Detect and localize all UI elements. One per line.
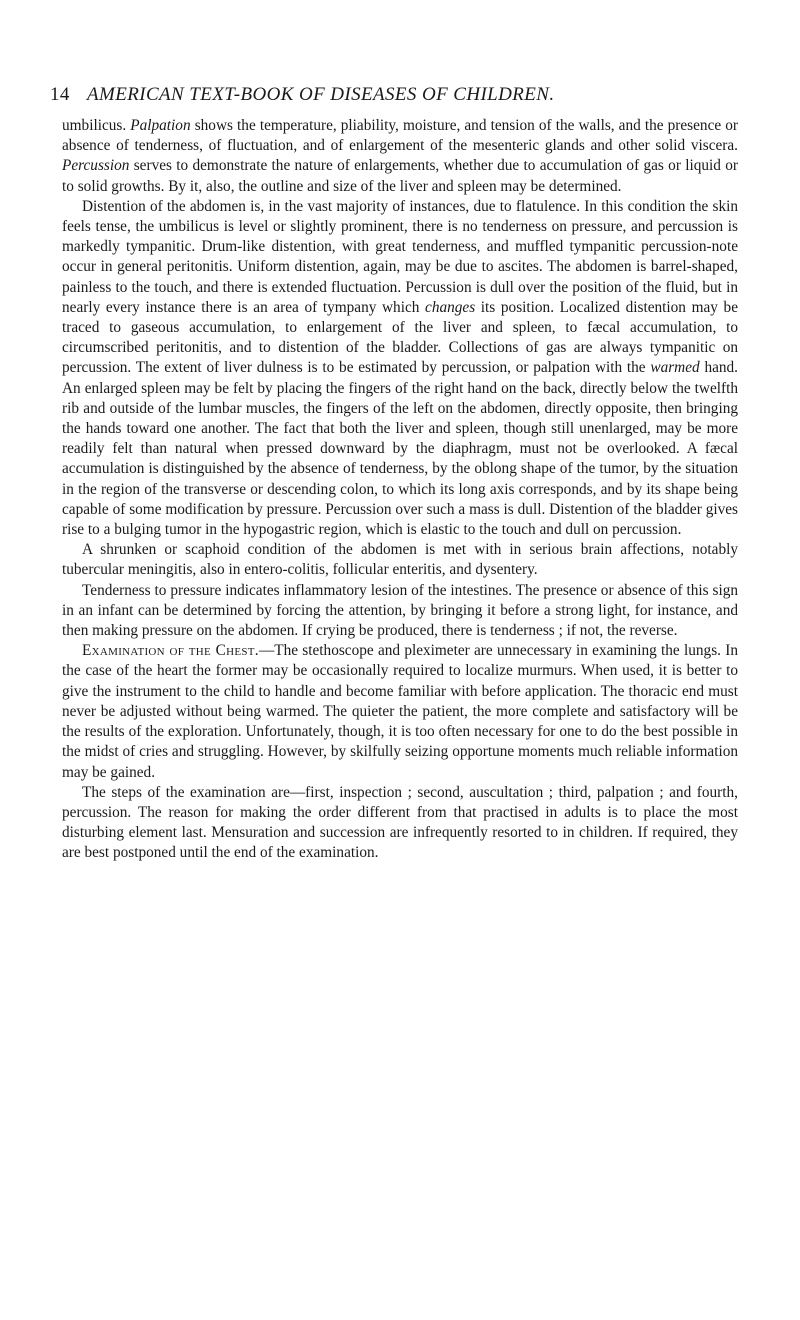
running-header [50,84,750,106]
running-title: AMERICAN TEXT-BOOK OF DISEASES OF CHILDREN. [86,84,555,105]
paragraph-distention: Distention of the abdomen is, in the vast majority of instances, due to flatulence. In this condition the skin feels tense, the umbilicus is level or slightly prominent, there is no tenderness on pressure, and percussion is markedly tympanitic. Drum-like distention, with great tenderness, and muffled tympanitic percussion-note occur in general peritonitis. Uniform distention, again, may be due to ascites. The abdomen is barrel-shaped, painless to the touch, and there is extended fluctuation. Percussion is dull over the position of the fluid, but in nearly every instance there is an area of tympany which changes its position. Localized distention may be traced to gaseous accumulation, to enlargement of the liver and spleen, to fæcal accumulation, to circumscribed peritonitis, and to distention of the bladder. Collections of gas are always tympanitic on percussion. The extent of liver dulness is to be estimated by percussion, or palpation with the warmed hand. An enlarged spleen may be felt by placing the fingers of the right hand on the back, directly below the twelfth rib and outside of the lumbar muscles, the fingers of the left on the abdomen, directly opposite, then bringing the hands toward one another. The fact that both the liver and spleen, though still unenlarged, may be more readily felt than natural when pressed downward by the diaphragm, must not be overlooked. A fæcal accumulation is distinguished by the absence of tenderness, by the oblong shape of the tumor, by the situation in the region of the transverse or descending colon, to which its long axis corresponds, and by its shape being capable of some modification by pressure. Percussion over such a mass is dull. Distention of the bladder gives rise to a bulging tumor in the hypogastric region, which is elastic to the touch and dull on percussion. [62,197,739,539]
term-palpation: Palpation [130,117,191,134]
paragraph-tenderness: Tenderness to pressure indicates inflammatory lesion of the intestines. The presence or absence of this sign in an infant can be determined by forcing the attention, by bringing it before a strong light, for instance, and then making pressure on the abdomen. If crying be produced, there is tenderness ; if not, the reverse. [62,581,738,640]
page-number: 14 [50,84,70,105]
body-text [62,116,738,864]
section-heading-chest: Examination of the Chest. [82,642,259,660]
paragraph-examination-steps: The steps of the examination are—first, inspection ; second, auscultation ; third, palpation ; and fourth, percussion. The reason for making the order different from that practised in adults is to place the most disturbing element last. Mensuration and succession are infrequently resorted to in children. If required, they are best postponed until the end of the examination. [62,783,738,862]
paragraph-scaphoid: A shrunken or scaphoid condition of the abdomen is met with in serious brain affections, notably tubercular meningitis, also in entero-colitis, follicular enteritis, and dysentery. [62,541,738,579]
emphasis-warmed: warmed [650,359,700,377]
emphasis-changes: changes [425,298,476,316]
paragraph-chest-examination: Examination of the Chest.—The stethoscope and pleximeter are unnecessary in examining the lungs. In the case of the heart the former may be occasionally required to localize murmurs. When used, it is better to give the instrument to the child to handle and become familiar with before application. The thoracic end must never be adjusted without being warmed. The quieter the patient, the more complete and satisfactory will be the results of the exploration. Unfortunately, though, it is too often necessary for one to do the best possible in the midst of cries and struggling. However, by skilfully seizing opportune moments much reliable information may be gained. [62,642,738,781]
term-percussion: Percussion [62,157,130,175]
paragraph-palpation: umbilicus. Palpation shows the temperature, pliability, moisture, and tension of the walls, and the presence or absence of tenderness, of fluctuation, and of enlargement of the mesenteric glands and other solid viscera. Percussion serves to demonstrate the nature of enlargements, whether due to accumulation of gas or liquid or to solid growths. By it, also, the outline and size of the liver and spleen may be determined. [62,117,738,195]
